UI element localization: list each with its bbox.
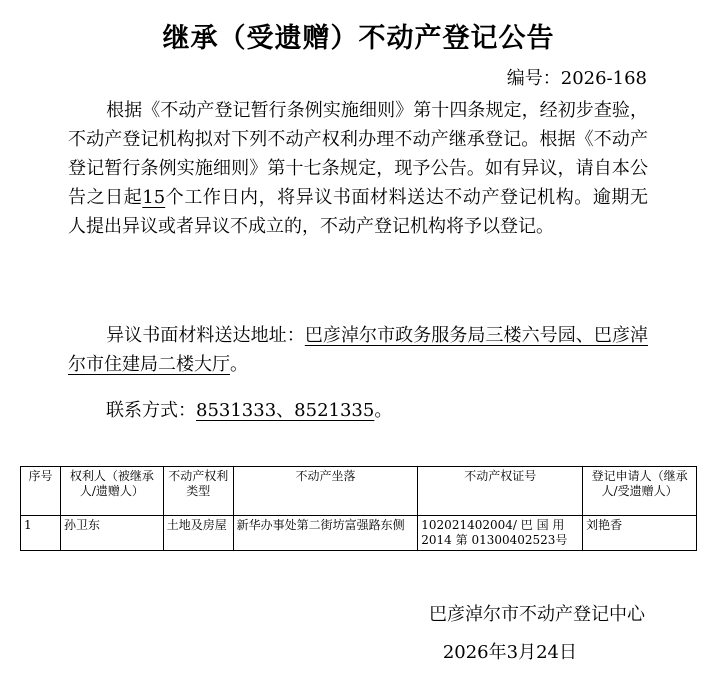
table-header-row (21, 467, 697, 516)
document-number: 编号：2026-168 (506, 68, 647, 89)
column-header-index: 序号 (21, 467, 61, 516)
punctuation: 。 (230, 354, 248, 375)
column-header-certificate: 不动产权证号 (418, 467, 583, 516)
objection-address-paragraph (68, 321, 648, 379)
notice-date: 2026年3月24日 (442, 642, 577, 663)
cell-applicant: 刘艳香 (583, 516, 697, 551)
contact-label: 联系方式： (106, 400, 196, 421)
column-header-applicant: 登记申请人（继承人/受遗赠人） (583, 467, 697, 516)
paragraph-text: 个工作日内，将异议书面材料送达不动产登记机构。逾期无人提出异议或者异议不成立的，不动产登记机构将予以登记。 (68, 187, 648, 237)
contact-phones: 8531333、8521335 (196, 400, 375, 421)
column-header-right-type: 不动产权利类型 (163, 467, 233, 516)
objection-address: 巴彦淖尔市政务服务局三楼六号园、巴彦淖尔市住建局二楼大厅 (68, 325, 649, 375)
issuer-signature: 巴彦淖尔市不动产登记中心 (429, 604, 645, 625)
column-header-location: 不动产坐落 (233, 467, 418, 516)
cell-certificate: 102021402004/ 巴 国 用 2014 第 01300402523号 (418, 516, 583, 551)
cell-right-type: 土地及房屋 (163, 516, 233, 551)
registration-table (20, 466, 697, 551)
notice-title: 继承（受遗赠）不动产登记公告 (162, 23, 555, 54)
punctuation: 。 (374, 400, 393, 421)
cell-owner: 孙卫东 (60, 516, 163, 551)
table-row (21, 516, 697, 551)
cell-index: 1 (21, 516, 61, 551)
objection-period-days: 15 (142, 187, 166, 208)
notice-paragraph-main (68, 96, 648, 241)
cell-location: 新华办事处第二街坊富强路东侧 (233, 516, 418, 551)
address-label: 异议书面材料送达地址： (106, 325, 305, 346)
paragraph-text: 根据《不动产登记暂行条例实施细则》第十四条规定，经初步查验，不动产登记机构拟对下列不动产权利办理不动产继承登记。根据《不动产登记暂行条例实施细则》第十七条规定，现予公告。如有异议，请自本公告之日起 (68, 100, 648, 208)
column-header-owner: 权利人（被继承人/遗赠人） (60, 467, 163, 516)
contact-paragraph (68, 396, 648, 425)
